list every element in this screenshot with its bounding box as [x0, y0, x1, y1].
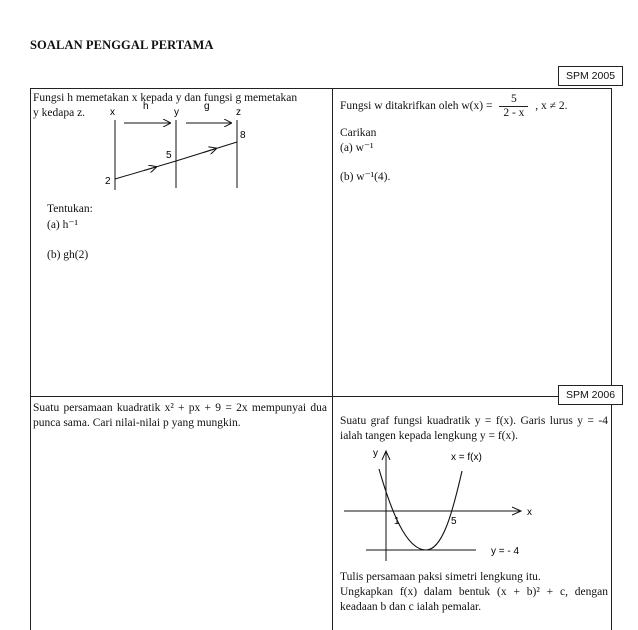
q1-intro-line-1: Fungsi h memetakan x kepada y dan fungsi g memetakan	[33, 92, 298, 104]
tangent-label: y = - 4	[491, 546, 520, 557]
label-z: z	[236, 107, 241, 118]
q1-tasks	[47, 202, 93, 263]
q2-def-prefix: Fungsi w ditakrifkan oleh w(x) =	[340, 100, 493, 113]
q1-tentukan: Tentukan:	[47, 203, 93, 215]
q1-mapping-diagram	[100, 100, 260, 192]
q2-part-a: (a) w⁻¹	[340, 142, 374, 154]
q4-text-intro: Suatu graf fungsi kuadratik y = f(x). Garis lurus y = -4 ialah tangen kepada lengkung y = f(x).	[340, 415, 608, 442]
q2-fraction-denominator: 2 - x	[503, 107, 525, 119]
question-3: Suatu persamaan kuadratik x² + px + 9 = 2x mempunyai dua punca sama. Cari nilai-nilai p yang mungkin.	[33, 402, 327, 429]
label-y: y	[174, 107, 179, 118]
table-top-border	[30, 88, 612, 89]
question-2	[340, 91, 610, 185]
q2-carikan: Carikan	[340, 127, 377, 139]
q2-fraction	[499, 93, 528, 120]
q1-part-a: (a) h⁻¹	[47, 219, 78, 231]
table-left-border	[30, 88, 31, 630]
table-right-border	[611, 88, 612, 630]
q2-definition	[340, 93, 610, 120]
curve-label: x = f(x)	[451, 452, 482, 463]
q2-fraction-numerator: 5	[499, 93, 528, 107]
quadratic-curve	[379, 469, 462, 550]
table-center-border	[332, 88, 333, 630]
q4-tasks	[340, 570, 608, 615]
badge-spm-2005: SPM 2005	[558, 66, 623, 86]
table-middle-border	[30, 396, 612, 397]
q2-part-b: (b) w⁻¹(4).	[340, 171, 391, 183]
q4-task-symmetry: Tulis persamaan paksi simetri lengkung itu.	[340, 571, 541, 583]
badge-spm-2006: SPM 2006	[558, 385, 623, 405]
q1-part-b: (b) gh(2)	[47, 249, 89, 261]
value-2: 2	[105, 176, 111, 187]
page-heading: SOALAN PENGGAL PERTAMA	[30, 38, 214, 52]
axis-x-label: x	[527, 507, 532, 518]
q4-task-express: Ungkapkan f(x) dalam bentuk (x + b)² + c, dengan keadaan b dan c ialah pemalar.	[340, 586, 608, 613]
label-h: h	[143, 101, 149, 112]
mapping-5-to-8-arrow	[203, 149, 216, 153]
value-5: 5	[166, 150, 172, 161]
value-8: 8	[240, 130, 246, 141]
q2-def-suffix: , x ≠ 2.	[535, 100, 568, 113]
q4-quadratic-graph	[340, 445, 540, 565]
root-5-label: 5	[451, 516, 457, 527]
label-x: x	[110, 107, 115, 118]
mapping-2-to-5-arrow	[144, 167, 156, 171]
root-1-label: 1	[394, 516, 400, 527]
q1-intro-line-2: y kedapa z.	[33, 107, 86, 119]
axis-y-label: y	[373, 448, 378, 459]
label-g: g	[204, 101, 210, 112]
